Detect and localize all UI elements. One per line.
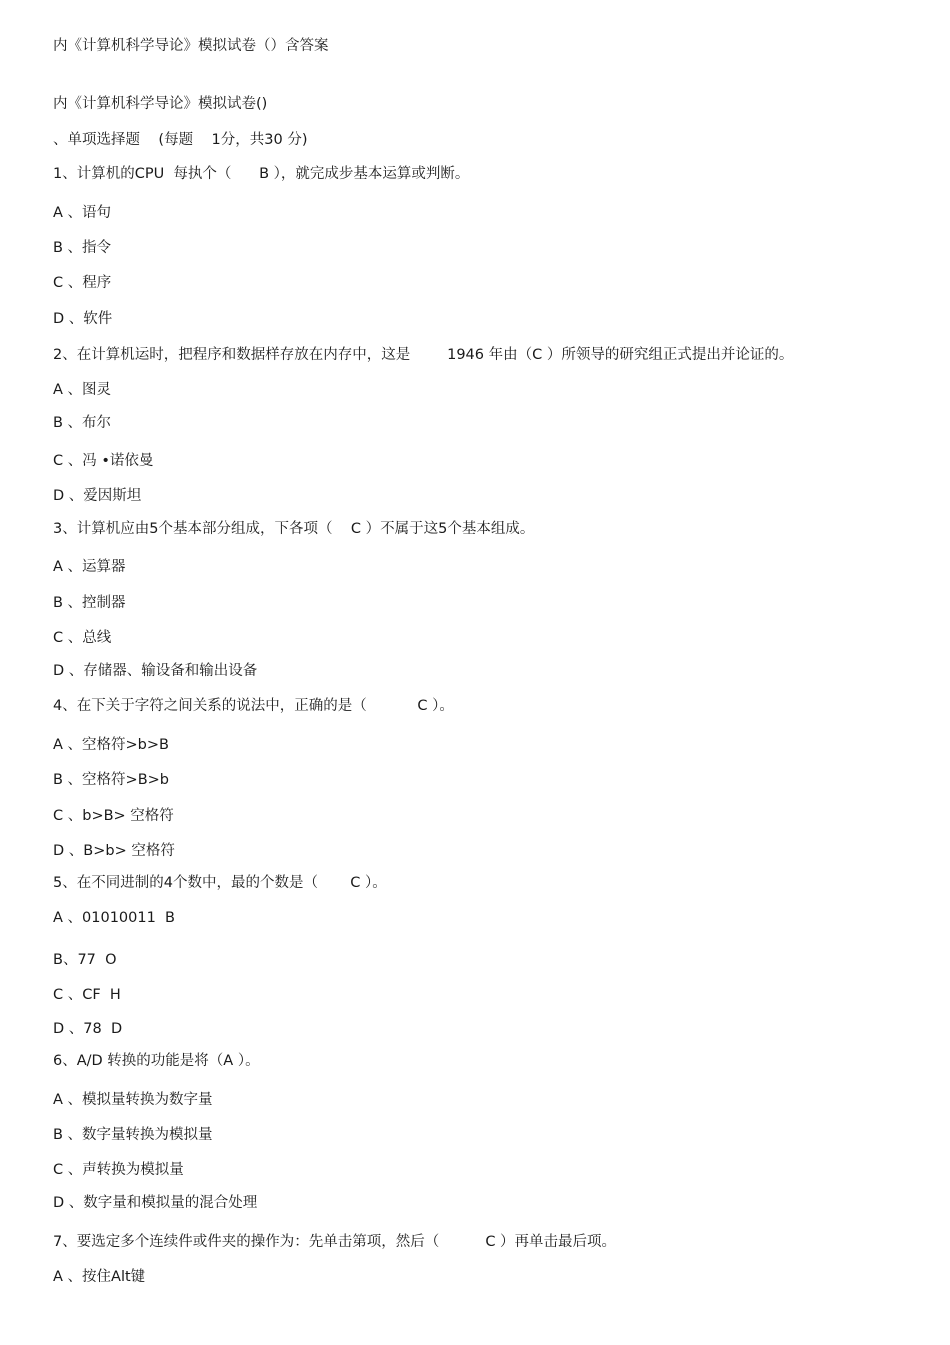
option-item: D 、B>b> 空格符 [53, 843, 175, 859]
option-item: B 、数字量转换为模拟量 [53, 1127, 213, 1143]
option-item: A 、图灵 [53, 382, 112, 398]
option-item: A 、01010011 B [53, 910, 175, 926]
option-item: A 、语句 [53, 205, 112, 221]
document-title: 内《计算机科学导论》模拟试卷（）含答案 [53, 38, 329, 54]
option-item: B 、控制器 [53, 595, 126, 611]
option-item: C 、程序 [53, 275, 112, 291]
option-item: A 、按住Alt键 [53, 1269, 146, 1285]
option-item: C 、冯 •诺依曼 [53, 453, 154, 469]
question-stem: 2、在计算机运时，把程序和数据样存放在内存中，这是 1946 年由（C ）所领导的研究组正式提出并论证的。 [53, 347, 794, 363]
option-item: C 、声转换为模拟量 [53, 1162, 184, 1178]
option-item: A 、模拟量转换为数字量 [53, 1092, 213, 1108]
option-item: B、77 O [53, 952, 117, 968]
option-item: B 、指令 [53, 240, 112, 256]
option-item: C 、CF H [53, 987, 121, 1003]
question-stem: 4、在下关于字符之间关系的说法中，正确的是（ C ）。 [53, 698, 454, 714]
option-item: D 、爱因斯坦 [53, 488, 142, 504]
option-item: B 、布尔 [53, 415, 112, 431]
option-item: B 、空格符>B>b [53, 772, 170, 788]
question-stem: 1、计算机的CPU 每执个（ B ），就完成步基本运算或判断。 [53, 166, 470, 182]
question-stem: 7、要选定多个连续件或件夹的操作为：先单击第项，然后（ C ）再单击最后项。 [53, 1234, 617, 1250]
option-item: C 、总线 [53, 630, 112, 646]
exam-title: 内《计算机科学导论》模拟试卷() [53, 96, 268, 112]
option-item: D 、软件 [53, 311, 113, 327]
option-item: A 、运算器 [53, 559, 126, 575]
question-stem: 6、A/D 转换的功能是将（A ）。 [53, 1053, 260, 1069]
option-item: D 、存储器、输设备和输出设备 [53, 663, 258, 679]
option-item: D 、数字量和模拟量的混合处理 [53, 1195, 258, 1211]
question-stem: 3、计算机应由5个基本部分组成，下各项（ C ）不属于这5个基本组成。 [53, 521, 535, 537]
option-item: C 、b>B> 空格符 [53, 808, 174, 824]
option-item: D 、78 D [53, 1021, 123, 1037]
option-item: A 、空格符>b>B [53, 737, 169, 753]
section-heading: 、单项选择题 (每题 1分，共30 分) [53, 132, 308, 148]
question-stem: 5、在不同进制的4个数中，最的个数是（ C ）。 [53, 875, 387, 891]
